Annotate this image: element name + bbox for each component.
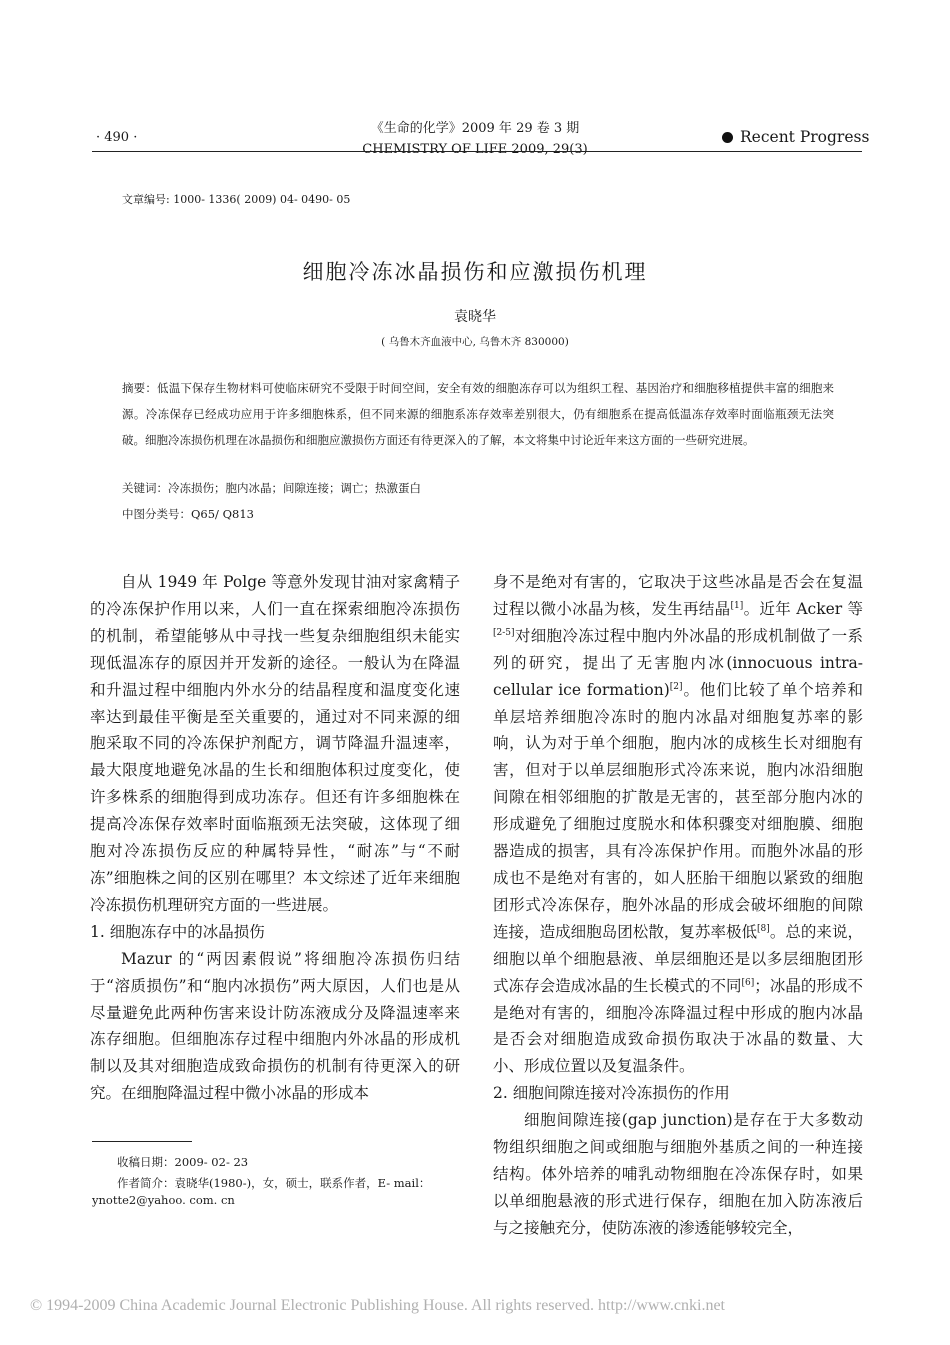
citation: [2-5] — [493, 627, 515, 638]
body-column-right — [493, 569, 863, 1242]
citation: [8] — [757, 923, 770, 934]
received-date: 收稿日期：2009- 02- 23 — [117, 1155, 249, 1169]
classification: 中图分类号：Q65/ Q813 — [122, 507, 254, 521]
header-rule — [92, 151, 862, 152]
citation: [2] — [669, 681, 683, 692]
paragraph: 身不是绝对有害的，它取决于这些冰晶是否会在复温过程以微小冰晶为核，发生再结晶[1]。近年 Acker 等[2-5]对细胞冷冻过程中胞内外冰晶的形成机制做了一系列的研究，提出了无害胞内冰(innocuous intra-cellular ice formation)[2]。他们比较了单个培养和单层培养细胞冷冻时的胞内冰晶对细胞复苏率的影响，认为对于单个细胞，胞内冰的成核生长对细胞有害，但对于以单层细胞形式冷冻来说，胞内冰沿细胞间隙在相邻细胞的扩散是无害的，甚至部分胞内冰的形成避免了细胞过度脱水和体积骤变对细胞膜、细胞器造成的损害，具有冷冻保护作用。而胞外冰晶的形成也不是绝对有害的，如人胚胎干细胞以紧致的细胞团形式冷冻保存，胞外冰晶的形成会破坏细胞的间隙连接，造成细胞岛团松散，复苏率极低[8]。总的来说，细胞以单个细胞悬液、单层细胞还是以多层细胞团形式冻存会造成冰晶的生长模式的不同[6]；冰晶的形成不是绝对有害的，细胞冷冻降温过程中形成的胞内冰晶是否会对细胞造成致命损伤取决于冰晶的数量、大小、形成位置以及复温条件。 — [493, 573, 863, 1076]
paragraph: 自从 1949 年 Polge 等意外发现甘油对家禽精子的冷冻保护作用以来，人们一直在探索细胞冷冻损伤的机制，希望能够从中寻找一些复杂细胞组织未能实现低温冻存的原因并开发新的途径。一般认为在降温和升温过程中细胞内外水分的结晶程度和温度变化速率达到最佳平衡是至关重要的，通过对不同来源的细胞采取不同的冷冻保护剂配方，调节降温升温速率，最大限度地避免冰晶的生长和细胞体积过度变化，使许多株系的细胞得到成功冻存。但还有许多细胞株在提高冷冻保存效率时面临瓶颈无法突破，这体现了细胞对冷冻损伤反应的种属特异性，“耐冻”与“不耐冻”细胞株之间的区别在哪里？本文综述了近年来细胞冷冻损伤机理研究方面的一些进展。 — [90, 573, 460, 914]
journal-name-cn: 《生命的化学》2009 年 29 卷 3 期 — [370, 121, 580, 136]
affiliation: ( 乌鲁木齐血液中心, 乌鲁木齐 830000) — [381, 336, 569, 348]
copyright-notice: © 1994-2009 China Academic Journal Electronic Publishing House. All rights reserved. http://www.cnki.net — [30, 1297, 725, 1314]
journal-name-en: CHEMISTRY OF LIFE 2009, 29(3) — [362, 142, 588, 157]
journal-header — [280, 118, 670, 160]
section-label-text: Recent Progress — [740, 128, 870, 146]
section-heading: 2. 细胞间隙连接对冷冻损伤的作用 — [493, 1084, 730, 1103]
bullet-icon — [722, 132, 733, 143]
paragraph: 细胞间隙连接(gap junction)是存在于大多数动物组织细胞之间或细胞与细胞外基质之间的一种连接结构。体外培养的哺乳动物细胞在冷冻保存时，如果以单细胞悬液的形式进行保存，细胞在加入防冻液后与之接触充分，使防冻液的渗透能够较完全， — [493, 1111, 863, 1237]
author: 袁晓华 — [454, 309, 496, 325]
author-email: ynotte2@yahoo. com. cn — [92, 1193, 235, 1207]
section-heading: 1. 细胞冻存中的冰晶损伤 — [90, 922, 265, 941]
citation: [1] — [730, 600, 744, 611]
author-info: 作者简介：袁晓华(1980-)，女，硕士，联系作者，E- mail： — [117, 1176, 431, 1190]
citation: [6] — [741, 977, 755, 988]
page-number: · 490 · — [96, 130, 138, 145]
article-number: 文章编号: 1000- 1336( 2009) 04- 0490- 05 — [122, 193, 351, 206]
paragraph: Mazur 的“两因素假说”将细胞冷冻损伤归结于“溶质损伤”和“胞内冰损伤”两大原因，人们也是从尽量避免此两种伤害来设计防冻液成分及降温速率来冻存细胞。但细胞冻存过程中细胞内外冰晶的形成机制以及其对细胞造成致命损伤的机制有待更深入的研究。在细胞降温过程中微小冰晶的形成本 — [90, 949, 460, 1103]
section-label — [722, 128, 869, 146]
body-column-left — [90, 569, 460, 1107]
article-title: 细胞冷冻冰晶损伤和应激损伤机理 — [302, 260, 648, 284]
abstract: 摘要：低温下保存生物材料可使临床研究不受限于时间空间，安全有效的细胞冻存可以为组织工程、基因治疗和细胞移植提供丰富的细胞来源。冷冻保存已经成功应用于许多细胞株系，但不同来源的细胞系冻存效率差别很大，仍有细胞系在提高低温冻存效率时面临瓶颈无法突破。细胞冷冻损伤机理在冰晶损伤和细胞应激损伤方面还有待更深入的了解，本文将集中讨论近年来这方面的一些研究进展。 — [122, 381, 834, 447]
footnote-rule — [92, 1141, 192, 1142]
keywords: 关键词：冷冻损伤；胞内冰晶；间隙连接；调亡；热激蛋白 — [122, 481, 421, 495]
